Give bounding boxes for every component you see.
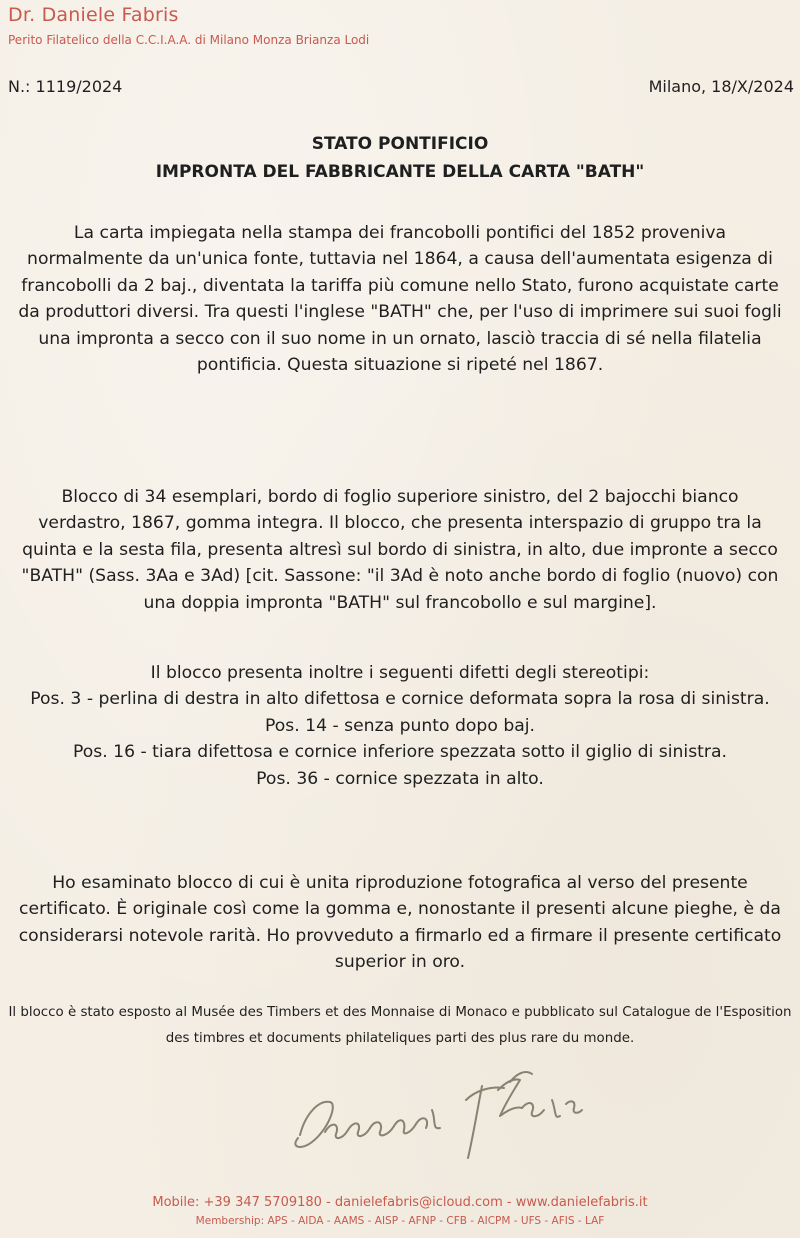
defect-item: Pos. 3 - perlina di destra in alto difettosa e cornice deformata sopra la rosa di sinistra. <box>30 689 770 710</box>
expert-subtitle: Perito Filatelico della C.C.I.A.A. di Milano Monza Brianza Lodi <box>8 33 370 47</box>
defects-intro: Il blocco presenta inoltre i seguenti difetti degli stereotipi: <box>150 663 650 683</box>
defect-item: Pos. 14 - senza punto dopo baj. <box>265 715 535 736</box>
handwritten-signature <box>270 1060 600 1180</box>
footer-membership: Membership: APS - AIDA - AAMS - AISP - AFNP - CFB - AICPM - UFS - AFIS - LAF <box>195 1215 605 1227</box>
certificate-place-date: Milano, 18/X/2024 <box>648 77 794 96</box>
paragraph-description: Blocco di 34 esemplari, bordo di foglio superiore sinistro, del 2 bajocchi bianco verdastro, 1867, gomma integra. Il blocco, che presenta interspazio di gruppo tra la quinta e la sesta fila, presenta altresì sul bordo di sinistra, in alto, due impronte a secco "BATH" (Sass. 3Aa e 3Ad) [cit. Sassone: "il 3Ad è noto anche bordo di foglio (nuovo) con una doppia impronta "BATH" sul francobollo e sul margine]. <box>21 487 779 613</box>
paragraph-history: La carta impiegata nella stampa dei francobolli pontifici del 1852 proveniva normalmente da un'unica fonte, tuttavia nel 1864, a causa dell'aumentata esigenza di francobolli da 2 baj., diventata la tariffa più comune nello Stato, furono acquistate carte da produttori diversi. Tra questi l'inglese "BATH" che, per l'uso di imprimere sui suoi fogli una impronta a secco con il suo nome in un ornato, lasciò traccia di sé nella filatelia pontificia. Questa situazione si ripeté nel 1867. <box>18 223 782 376</box>
certificate-number: N.: 1119/2024 <box>8 77 123 96</box>
paragraph-exhibition: Il blocco è stato esposto al Musée des Timbers et des Monnaise di Monaco e pubblicato sul Catalogue de l'Esposition des timbres et documents philateliques parti des plus rare du monde. <box>8 1005 792 1046</box>
title-line-2: IMPRONTA DEL FABBRICANTE DELLA CARTA "BATH" <box>155 162 645 182</box>
paragraph-opinion: Ho esaminato blocco di cui è unita riproduzione fotografica al verso del presente certificato. È originale così come la gomma e, nonostante il presenti alcune pieghe, è da considerarsi notevole rarità. Ho provveduto a firmarlo ed a firmare il presente certificato superior in oro. <box>18 873 782 973</box>
expert-name: Dr. Daniele Fabris <box>8 4 179 26</box>
footer-contact: Mobile: +39 347 5709180 - danielefabris@icloud.com - www.danielefabris.it <box>152 1195 648 1210</box>
title-line-1: STATO PONTIFICIO <box>311 134 489 154</box>
defects-section <box>16 660 784 792</box>
defect-item: Pos. 36 - cornice spezzata in alto. <box>256 768 544 789</box>
defect-item: Pos. 16 - tiara difettosa e cornice inferiore spezzata sotto il giglio di sinistra. <box>73 742 727 763</box>
